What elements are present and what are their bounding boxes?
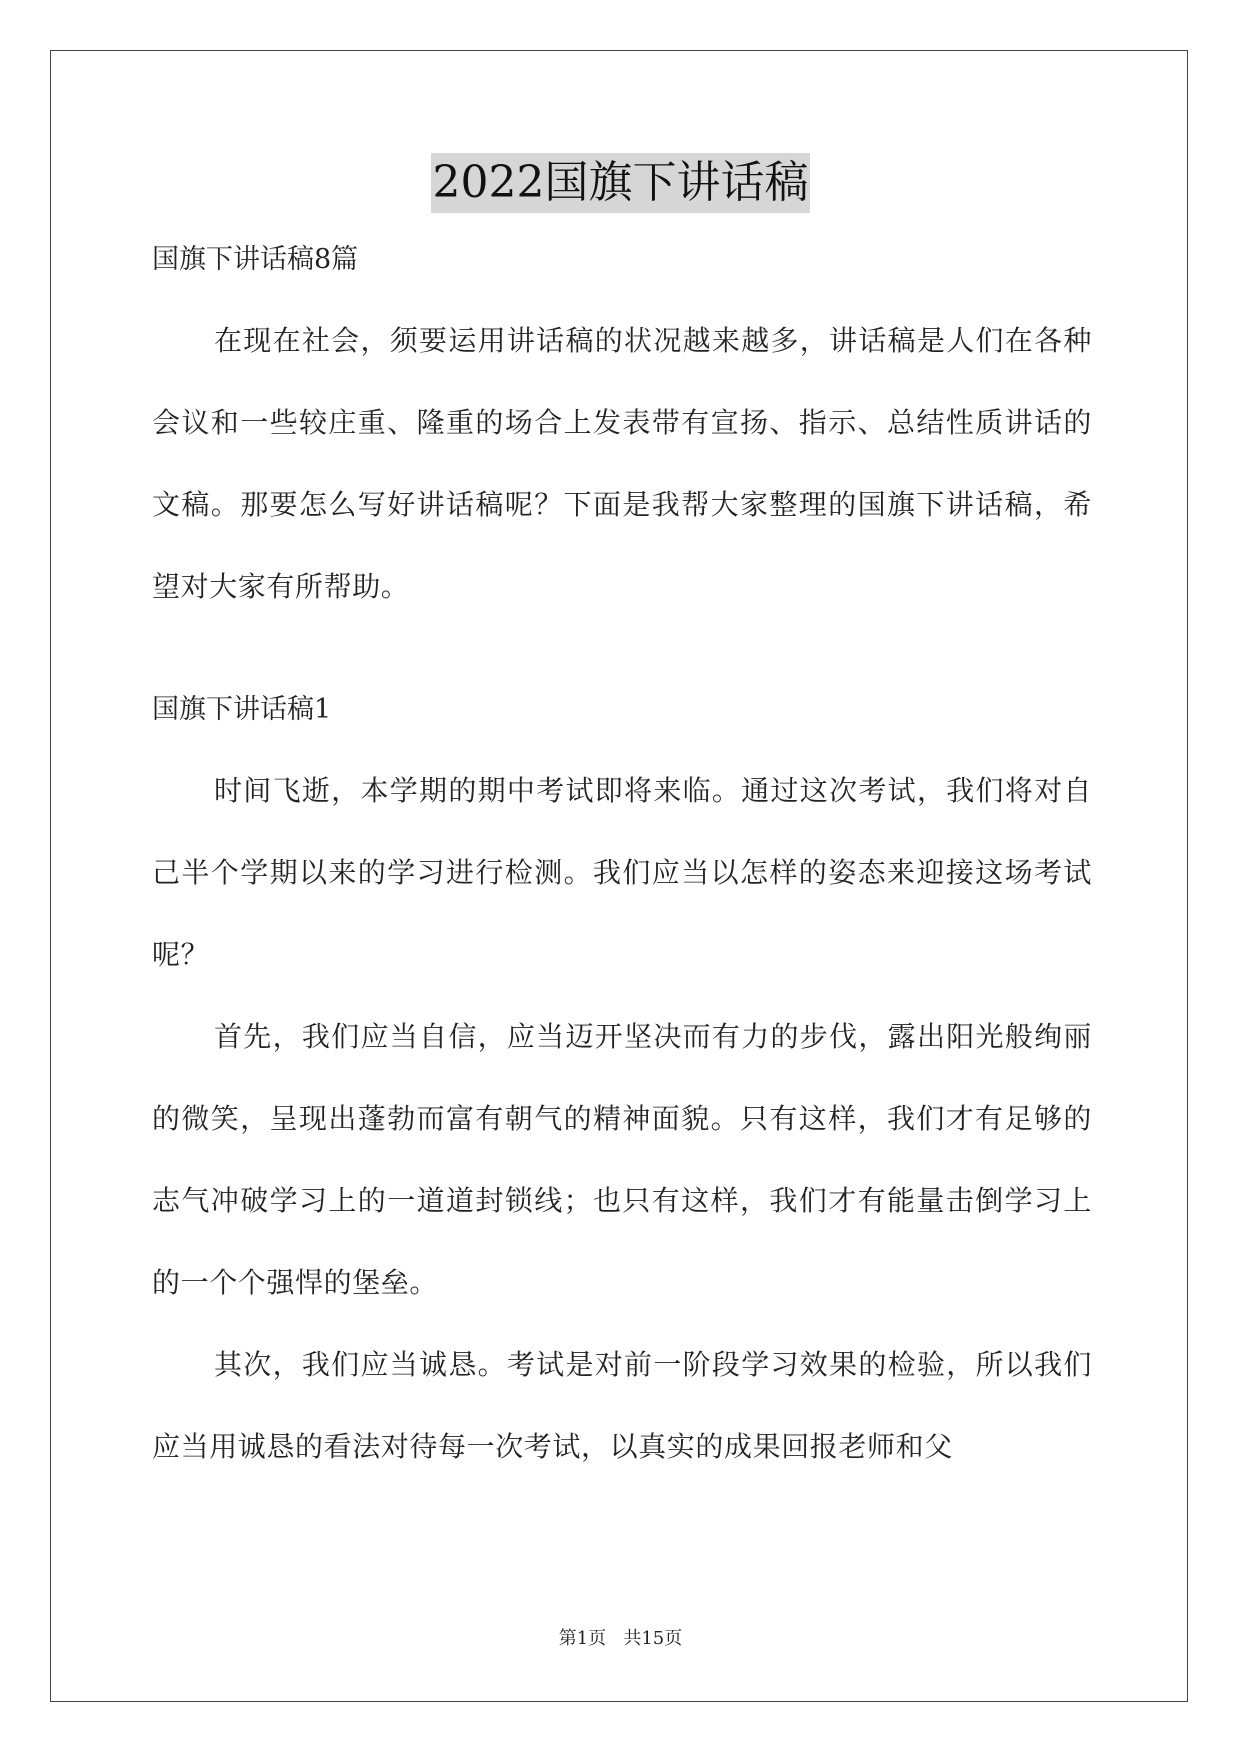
spacer <box>152 730 1092 750</box>
spacer <box>152 628 1092 690</box>
title-container <box>0 153 1241 213</box>
spacer <box>152 280 1092 300</box>
page-footer <box>0 1625 1241 1653</box>
page-number: 第1页 <box>558 1628 607 1649</box>
document-body <box>152 240 1092 1488</box>
body-paragraph: 时间飞逝，本学期的期中考试即将来临。通过这次考试，我们将对自己半个学期以来的学习进行检测。我们应当以怎样的姿态来迎接这场考试呢？ <box>152 774 1092 971</box>
body-paragraph: 其次，我们应当诚恳。考试是对前一阶段学习效果的检验，所以我们应当用诚恳的看法对待每一次考试，以真实的成果回报老师和父 <box>152 1348 1092 1463</box>
intro-paragraph: 在现在社会，须要运用讲话稿的状况越来越多，讲话稿是人们在各种会议和一些较庄重、隆重的场合上发表带有宣扬、指示、总结性质讲话的文稿。那要怎么写好讲话稿呢？下面是我帮大家整理的国旗下讲话稿，希望对大家有所帮助。 <box>152 324 1092 603</box>
document-subtitle: 国旗下讲话稿8篇 <box>152 244 359 275</box>
document-title: 2022国旗下讲话稿 <box>431 153 811 213</box>
page-total: 共15页 <box>623 1628 683 1649</box>
body-paragraph: 首先，我们应当自信，应当迈开坚决而有力的步伐，露出阳光般绚丽的微笑，呈现出蓬勃而富有朝气的精神面貌。只有这样，我们才有足够的志气冲破学习上的一道道封锁线；也只有这样，我们才有能量击倒学习上的一个个强悍的堡垒。 <box>152 1020 1092 1299</box>
section-heading: 国旗下讲话稿1 <box>152 694 332 725</box>
